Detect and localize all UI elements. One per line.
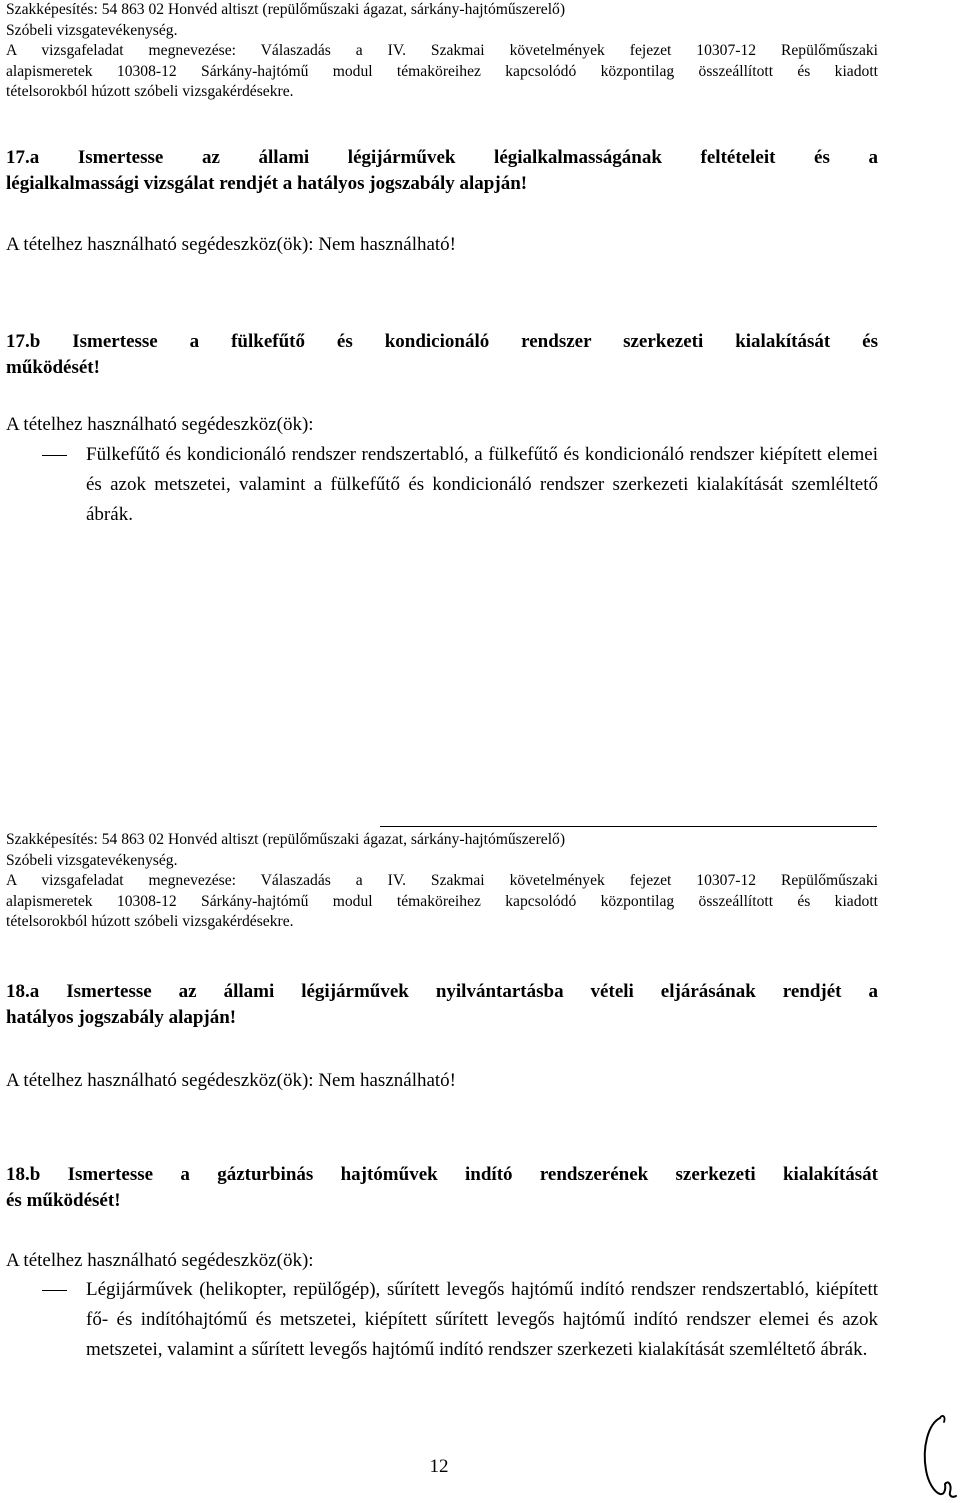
question-18b bbox=[6, 1162, 878, 1214]
question-text-line1: 17.b Ismertesse a fülkefűtő és kondicionáló rendszer szerkezeti kialakítását és bbox=[6, 331, 878, 352]
dash-bullet bbox=[42, 455, 67, 456]
tools-text: A tételhez használható segédeszköz(ök): Nem használható! bbox=[6, 1070, 457, 1091]
question-17b bbox=[6, 329, 878, 381]
header-task-line3: tételsorokból húzott szóbeli vizsgakérdésekre. bbox=[6, 83, 294, 100]
handwritten-signature bbox=[918, 1410, 958, 1500]
header-qualification: Szakképesítés: 54 863 02 Honvéd altiszt (repülőműszaki ágazat, sárkány-hajtóműszerelő) bbox=[6, 1, 566, 18]
tools-18b bbox=[6, 1248, 878, 1274]
question-text-line2: működését! bbox=[6, 357, 100, 378]
question-text-line2: légialkalmassági vizsgálat rendjét a hatályos jogszabály alapján! bbox=[6, 173, 528, 194]
page-header-repeat bbox=[6, 830, 878, 933]
tools-list-item: Fülkefűtő és kondicionáló rendszer rendszertabló, a fülkefűtő és kondicionáló rendszer kiépített elemei és azok metszetei, valamint a fülkefűtő és kondicionáló rendszer szerkezeti kialakítását szemléltető ábrák. bbox=[86, 444, 878, 525]
question-17a bbox=[6, 145, 878, 197]
page-header bbox=[6, 0, 878, 103]
header-task-line2: alapismeretek 10308-12 Sárkány-hajtómű modul témaköreihez kapcsolódó központilag összeállított és kiadott bbox=[6, 892, 878, 910]
tools-list-18b bbox=[6, 1275, 878, 1365]
header-qualification: Szakképesítés: 54 863 02 Honvéd altiszt (repülőműszaki ágazat, sárkány-hajtóműszerelő) bbox=[6, 831, 566, 848]
dash-bullet bbox=[42, 1290, 67, 1291]
tools-17a bbox=[6, 232, 878, 258]
question-18a bbox=[6, 979, 878, 1031]
question-text-line2: hatályos jogszabály alapján! bbox=[6, 1007, 237, 1028]
question-text-line1: 18.a Ismertesse az állami légijárművek nyilvántartásba vételi eljárásának rendjét a bbox=[6, 981, 878, 1002]
tools-18a bbox=[6, 1068, 878, 1094]
question-text-line2: és működését! bbox=[6, 1190, 121, 1211]
page-number: 12 bbox=[429, 1456, 449, 1477]
tools-list-17b bbox=[6, 440, 878, 530]
tools-text: A tételhez használható segédeszköz(ök): Nem használható! bbox=[6, 234, 457, 255]
separator-line bbox=[380, 826, 877, 827]
header-task-line1: A vizsgafeladat megnevezése: Válaszadás a IV. Szakmai követelmények fejezet 10307-12 Repülőműszaki bbox=[6, 42, 878, 59]
header-activity: Szóbeli vizsgatevékenység. bbox=[6, 21, 178, 39]
header-task-line2: alapismeretek 10308-12 Sárkány-hajtómű modul témaköreihez kapcsolódó központilag összeállított és kiadott bbox=[6, 62, 878, 80]
tools-text: A tételhez használható segédeszköz(ök): bbox=[6, 414, 314, 435]
header-task-line3: tételsorokból húzott szóbeli vizsgakérdésekre. bbox=[6, 913, 294, 930]
header-task-line1: A vizsgafeladat megnevezése: Válaszadás a IV. Szakmai követelmények fejezet 10307-12 Repülőműszaki bbox=[6, 872, 878, 889]
question-text-line1: 17.a Ismertesse az állami légijárművek légialkalmasságának feltételeit és a bbox=[6, 147, 878, 168]
header-activity: Szóbeli vizsgatevékenység. bbox=[6, 851, 178, 869]
question-text-line1: 18.b Ismertesse a gázturbinás hajtóművek indító rendszerének szerkezeti kialakítását bbox=[6, 1164, 878, 1185]
tools-list-item: Légijárművek (helikopter, repülőgép), sűrített levegős hajtómű indító rendszer rendszertabló, kiépített fő- és indítóhajtómű és metszetei, kiépített sűrített levegős hajtómű indító rendszer elemei és azok metszetei, valamint a sűrített levegős hajtómű indító rendszer szerkezeti kialakítását szemléltető ábrák. bbox=[86, 1279, 878, 1360]
tools-17b bbox=[6, 412, 878, 438]
tools-text: A tételhez használható segédeszköz(ök): bbox=[6, 1250, 314, 1271]
